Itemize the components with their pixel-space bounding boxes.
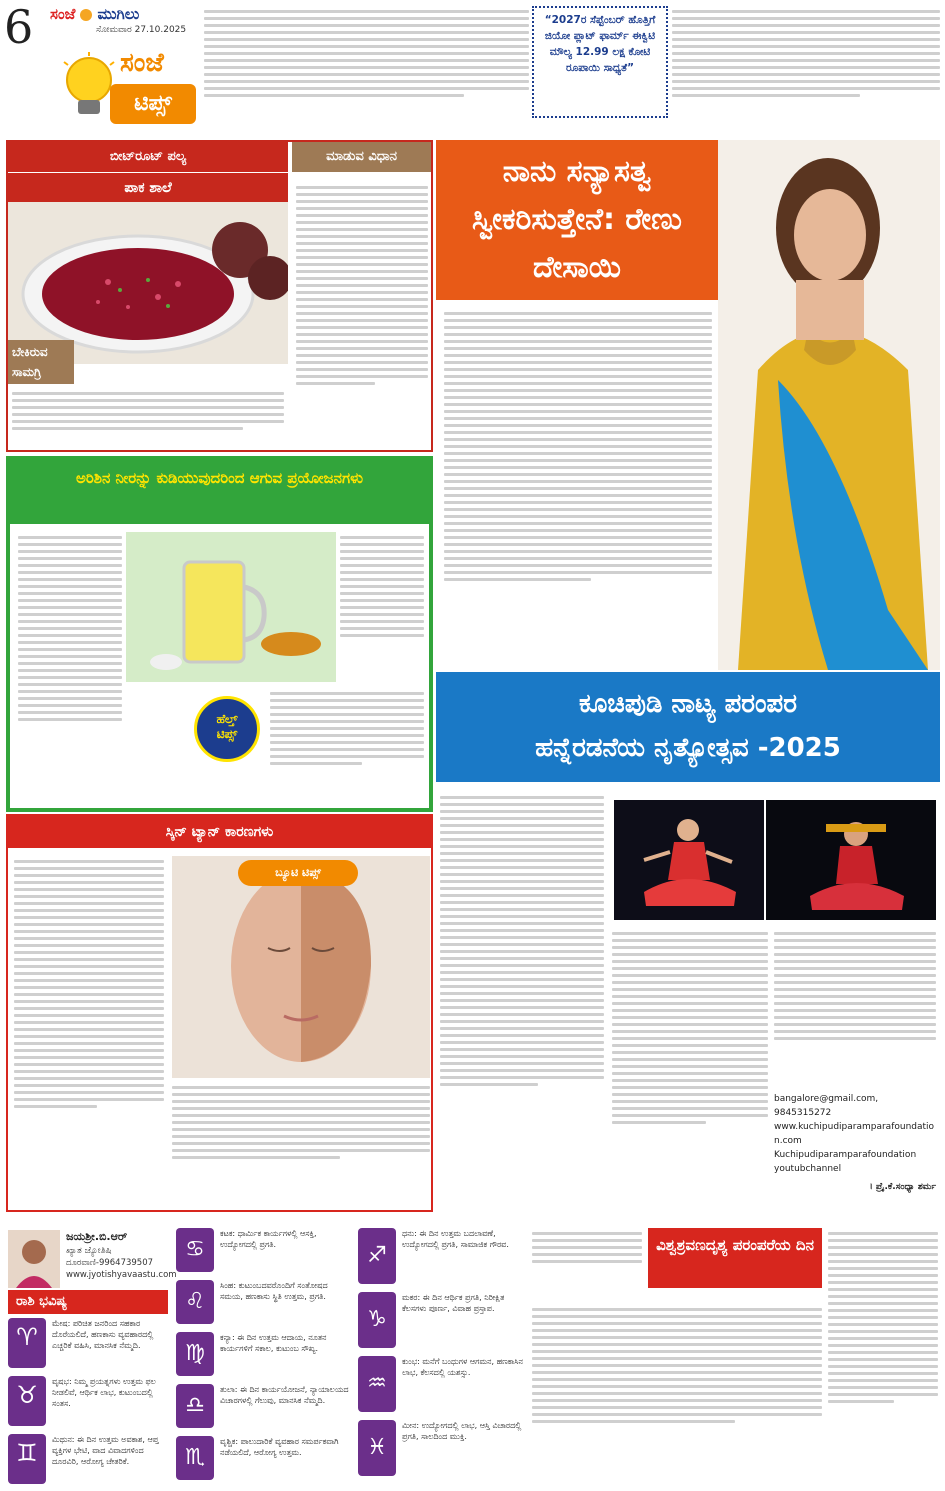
turmeric-text-left (18, 532, 122, 802)
renu-photo (718, 140, 940, 670)
gemini-icon: ♊ (8, 1434, 46, 1484)
top-story-text-right (672, 6, 940, 134)
contact-email[interactable]: bangalore@gmail.com (774, 1094, 876, 1104)
capricorn-icon: ♑ (358, 1292, 396, 1348)
turmeric-headline: ಅರಿಶಿನ ನೀರನ್ನು ಕುಡಿಯುವುದರಿಂದ ಆಗುವ ಪ್ರಯೋಜನಗಳು (75, 469, 364, 487)
horoscope-title: ರಾಶಿ ಭವಿಷ್ಯ (8, 1290, 168, 1314)
cancer-text: ಕಟಕ: ಧಾರ್ಮಿಕ ಕಾರ್ಯಗಳಲ್ಲಿ ಆಸಕ್ತಿ, ಉದ್ಯೋಗದಲ್ಲಿ ಪ್ರಗತಿ. (220, 1229, 317, 1249)
website-link-1[interactable]: www.kuchipudiparamparafoundation.com (774, 1122, 935, 1146)
scorpio-text: ವೃಶ್ಚಿಕ: ಪಾಲುದಾರಿಕೆ ವ್ಯವಹಾರ ಸಮರ್ಪಕವಾಗಿ ನಡೆಯಲಿದೆ, ಆರೋಗ್ಯ ಉತ್ತಮ. (220, 1437, 339, 1457)
heritage-section (532, 1226, 940, 1488)
horoscope-sign-taurus (8, 1376, 168, 1432)
horoscope-sign-virgo (176, 1332, 352, 1380)
brand-logo (50, 4, 200, 24)
contact-phone: 9845315272 (774, 1108, 832, 1118)
gemini-text: ಮಿಥುನ: ಈ ದಿನ ಉತ್ತಮ ಅವಕಾಶ, ಆಪ್ತ ವ್ಯಕ್ತಿಗಳ ಭೇಟಿ, ವಾದ ವಿವಾದಗಳಿಂದ ದೂರವಿರಿ, ಆರೋಗ್ಯ ಚೇತರಿಕೆ. (52, 1435, 159, 1466)
kuchipudi-text-col3 (774, 928, 936, 1088)
beauty-tips-badge: ಬ್ಯೂಟಿ ಟಿಪ್ಸ್ (238, 860, 358, 886)
heritage-text-main (532, 1304, 822, 1484)
kuchipudi-contact: bangalore@gmail.com, 9845315272 www.kuchipudiparamparafoundation.com Kuchipudiparamparafoundation youtubchannel । ಪ್ರೈ.ಕೆ.ಸಂಧ್ಯಾ ಶರ್ಮ (774, 1094, 936, 1192)
recipe-section (6, 140, 433, 452)
horoscope-sign-leo (176, 1280, 352, 1328)
heritage-headline: ವಿಶ್ವಶ್ರವಣದೃಶ್ಯ ಪರಂಪರೆಯ ದಿನ (656, 1236, 814, 1254)
supplement-title-b: ಟಿಪ್ಸ್ (110, 84, 196, 124)
turmeric-text-bottom (270, 688, 424, 802)
skin-headline: ಸ್ಕಿನ್ ಟ್ಯಾನ್ ಕಾರಣಗಳು (8, 816, 431, 848)
capricorn-text: ಮಕರ: ಈ ದಿನ ಆರ್ಥಿಕ ಪ್ರಗತಿ, ನಿರೀಕ್ಷಿತ ಕೆಲಸಗಳು ಪೂರ್ಣ, ವಿವಾಹ ಪ್ರಸ್ತಾಪ. (402, 1293, 505, 1313)
turmeric-headline-box (10, 460, 429, 524)
horoscope-sign-sagittarius (358, 1228, 526, 1288)
face-photo (172, 856, 430, 1078)
renu-body-text (444, 308, 712, 664)
horoscope-sign-cancer (176, 1228, 352, 1276)
horoscope-sign-pisces (358, 1420, 526, 1484)
masthead (0, 0, 200, 135)
virgo-text: ಕನ್ಯಾ: ಈ ದಿನ ಉತ್ತಮ ಆದಾಯ, ನೂತನ ಕಾರ್ಯಗಳಿಗೆ ಸಕಾಲ, ಕುಟುಂಬ ಸೌಖ್ಯ. (220, 1333, 327, 1353)
kuchipudi-text-col1 (440, 792, 604, 1204)
issue-date: ಸೋಮವಾರ 27.10.2025 (96, 25, 187, 35)
heritage-text-col1 (532, 1228, 642, 1300)
leo-icon: ♌ (176, 1280, 214, 1324)
ingredients-text (12, 388, 284, 446)
brand-name-b: ಮುಗಿಲು (97, 5, 140, 23)
horoscope-sign-aquarius (358, 1356, 526, 1416)
aries-icon: ♈ (8, 1318, 46, 1368)
health-tips-badge-line-b: ಟಿಪ್ಸ್ (216, 727, 238, 741)
skin-section (6, 814, 433, 1212)
renu-headline: ನಾನು ಸನ್ಯಾಸತ್ವ ಸ್ವೀಕರಿಸುತ್ತೇನೆ: ರೇಣು ದೇಸಾಯಿ (472, 154, 682, 285)
ingredients-label: ಬೇಕಿರುವ ಸಾಮಗ್ರಿ (8, 340, 74, 384)
leo-text: ಸಿಂಹ: ಕುಟುಂಬದವರೊಂದಿಗೆ ಸಂತೋಷದ ಸಮಯ, ಹಣಕಾಸು ಸ್ಥಿತಿ ಉತ್ತಮ, ಪ್ರಗತಿ. (220, 1281, 328, 1301)
health-tips-badge (194, 696, 260, 762)
astrologer-name: ಜಯಶ್ರೀ.ಬಿ.ಆರ್ (66, 1230, 128, 1243)
sagittarius-icon: ♐ (358, 1228, 396, 1284)
horoscope-sign-aries (8, 1318, 168, 1374)
taurus-text: ವೃಷಭ: ನಿಮ್ಮ ಪ್ರಯತ್ನಗಳು ಉತ್ತಮ ಫಲ ನೀಡಲಿವೆ, ಆರ್ಥಿಕ ಲಾಭ, ಕುಟುಂಬದಲ್ಲಿ ಸಂತಸ. (52, 1377, 156, 1408)
kuchipudi-headline-box (436, 672, 940, 782)
heritage-text-col2 (828, 1228, 938, 1484)
aquarius-icon: ♒ (358, 1356, 396, 1412)
renu-section (436, 140, 940, 670)
aquarius-text: ಕುಂಭ: ಮನೆಗೆ ಬಂಧುಗಳ ಆಗಮನ, ಹಣಕಾಸಿನ ಲಾಭ, ಕೆಲಸದಲ್ಲಿ ಯಶಸ್ಸು. (402, 1357, 523, 1377)
horoscope-sign-gemini (8, 1434, 168, 1488)
skin-text-bottom (172, 1082, 430, 1208)
horoscope-sign-capricorn (358, 1292, 526, 1352)
aries-text: ಮೇಷ: ಪರಿಚಿತ ಜನರಿಂದ ಸಹಕಾರ ದೊರೆಯಲಿದೆ, ಹಣಕಾಸು ವ್ಯವಹಾರದಲ್ಲಿ ಎಚ್ಚರಿಕೆ ವಹಿಸಿ, ಮಾನಸಿಕ ನೆಮ್ಮದಿ. (52, 1319, 154, 1350)
kuchipudi-headline-b: ಹನ್ನೆರಡನೆಯ ನೃತ್ಯೋತ್ಸವ -2025 (535, 733, 841, 763)
horoscope-sign-scorpio (176, 1436, 352, 1484)
virgo-icon: ♍ (176, 1332, 214, 1376)
top-story-text-left (204, 6, 529, 134)
sun-icon (80, 9, 92, 21)
dancer-photo-2 (766, 800, 936, 920)
pisces-icon: ♓ (358, 1420, 396, 1476)
astrologer-role: ಖ್ಯಾತ ಜ್ಯೋತಿಷಿ (66, 1246, 112, 1256)
kuchipudi-section (436, 672, 940, 1212)
website-link-3[interactable]: youtubchannel (774, 1164, 842, 1174)
taurus-icon: ♉ (8, 1376, 46, 1426)
kitchen-label: ಪಾಕ ಶಾಲೆ (8, 172, 288, 202)
heritage-headline-box (648, 1228, 822, 1288)
kuchipudi-byline: । ಪ್ರೈ.ಕೆ.ಸಂಧ್ಯಾ ಶರ್ಮ (869, 1182, 936, 1192)
astrologer-website[interactable]: www.jyotishyavaastu.com (66, 1270, 177, 1280)
horoscope-section (6, 1226, 528, 1488)
turmeric-water-photo (126, 532, 336, 682)
pull-quote-text: “2027ರ ಸೆಪ್ಟೆಂಬರ್ ಹೊತ್ತಿಗೆ ಜಿಯೋ ಪ್ಲಾಟ್ ಫಾರ್ಮ್ ಈಕ್ವಿಟಿ ಮೌಲ್ಯ 12.99 ಲಕ್ಷ ಕೋಟಿ ರೂಪಾಯಿ ಸಾಧ್ಯತೆ” (544, 14, 656, 74)
recipe-title: ಬೀಟ್‌ರೂಟ್ ಪಲ್ಯ (8, 142, 288, 172)
astrologer-photo (8, 1230, 60, 1288)
turmeric-section (6, 456, 433, 812)
top-story-pull-quote (532, 6, 668, 118)
sagittarius-text: ಧನು: ಈ ದಿನ ಉತ್ತಮ ಬದಲಾವಣೆ, ಉದ್ಯೋಗದಲ್ಲಿ ಪ್ರಗತಿ, ಸಾಮಾಜಿಕ ಗೌರವ. (402, 1229, 509, 1249)
pisces-text: ಮೀನ: ಉದ್ಯೋಗದಲ್ಲಿ ಲಾಭ, ಆಸ್ತಿ ವಿಚಾರದಲ್ಲಿ ಪ್ರಗತಿ, ಸಾಲದಿಂದ ಮುಕ್ತಿ. (402, 1421, 522, 1441)
scorpio-icon: ♏ (176, 1436, 214, 1480)
website-link-2[interactable]: Kuchipudiparamparafoundation (774, 1150, 917, 1160)
dancer-photo-1 (614, 800, 764, 920)
kuchipudi-text-col2 (612, 928, 768, 1204)
horoscope-sign-libra (176, 1384, 352, 1432)
kuchipudi-headline-a: ಕೂಚಿಪುಡಿ ನಾಟ್ಯ ಪರಂಪರ (579, 689, 797, 719)
libra-icon: ♎ (176, 1384, 214, 1428)
health-tips-badge-line-a: ಹೆಲ್ತ್ (216, 712, 238, 726)
libra-text: ತುಲಾ: ಈ ದಿನ ಕಾರ್ಯಯೋಜನೆ, ನ್ಯಾಯಾಲಯದ ವಿಚಾರಗಳಲ್ಲಿ ಗೆಲುವು, ಮಾನಸಿಕ ನೆಮ್ಮದಿ. (220, 1385, 349, 1405)
supplement-title-a: ಸಂಜೆ (120, 48, 164, 78)
cancer-icon: ♋ (176, 1228, 214, 1272)
page-number: 6 (4, 0, 34, 54)
method-label: ಮಾಡುವ ವಿಧಾನ (292, 142, 431, 172)
skin-text-left (14, 856, 164, 1208)
renu-headline-box (436, 140, 718, 300)
brand-name-a: ಸಂಜೆ (50, 5, 76, 23)
method-text (296, 182, 428, 446)
turmeric-text-right (340, 532, 424, 682)
astrologer-phone: ದೂರವಾಣಿ-9964739507 (66, 1258, 154, 1268)
